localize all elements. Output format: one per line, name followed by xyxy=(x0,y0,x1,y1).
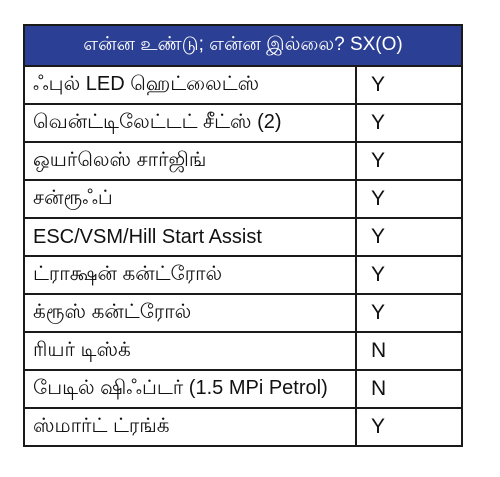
value-cell: N xyxy=(356,370,462,408)
value-cell: Y xyxy=(356,142,462,180)
value-cell: Y xyxy=(356,180,462,218)
feature-cell: க்ரூஸ் கன்ட்ரோல் xyxy=(24,294,356,332)
table-row xyxy=(24,218,462,256)
table-row xyxy=(24,294,462,332)
feature-cell: வென்ட்டிலேட்டட் சீட்ஸ் (2) xyxy=(24,104,356,142)
table-row xyxy=(24,104,462,142)
table-header: என்ன உண்டு; என்ன இல்லை? SX(O) xyxy=(24,25,462,66)
feature-cell: ஒயர்லெஸ் சார்ஜிங் xyxy=(24,142,356,180)
table-row xyxy=(24,408,462,446)
feature-cell: ட்ராக்ஷன் கன்ட்ரோல் xyxy=(24,256,356,294)
value-cell: Y xyxy=(356,66,462,104)
table-header-row xyxy=(24,25,462,66)
table-row xyxy=(24,66,462,104)
feature-cell: ஸ்மார்ட் ட்ரங்க் xyxy=(24,408,356,446)
value-cell: Y xyxy=(356,408,462,446)
feature-cell: சன்ரூஃப் xyxy=(24,180,356,218)
table-row xyxy=(24,180,462,218)
value-cell: N xyxy=(356,332,462,370)
value-cell: Y xyxy=(356,104,462,142)
feature-table xyxy=(23,24,463,447)
table-row xyxy=(24,142,462,180)
value-cell: Y xyxy=(356,218,462,256)
feature-cell: ரியர் டிஸ்க் xyxy=(24,332,356,370)
table-row xyxy=(24,332,462,370)
feature-cell: ஃபுல் LED ஹெட்லைட்ஸ் xyxy=(24,66,356,104)
value-cell: Y xyxy=(356,294,462,332)
feature-cell: பேடில் ஷிஃப்டர் (1.5 MPi Petrol) xyxy=(24,370,356,408)
value-cell: Y xyxy=(356,256,462,294)
table-row xyxy=(24,370,462,408)
feature-cell: ESC/VSM/Hill Start Assist xyxy=(24,218,356,256)
table-row xyxy=(24,256,462,294)
